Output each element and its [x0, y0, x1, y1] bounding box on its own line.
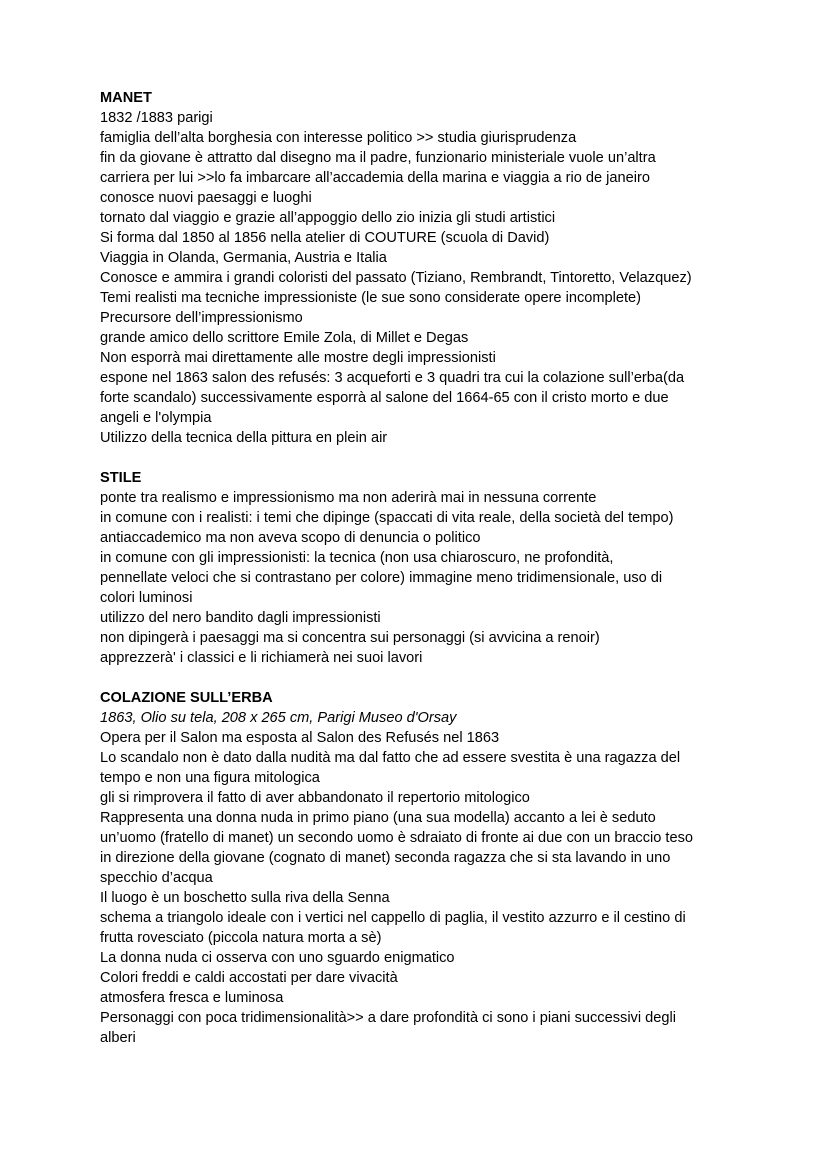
text-line: conosce nuovi paesaggi e luoghi — [100, 190, 312, 206]
text-line: antiaccademico ma non aveva scopo di denuncia o politico — [100, 530, 481, 546]
text-line: Opera per il Salon ma esposta al Salon des Refusés nel 1863 — [100, 730, 500, 746]
text-line: Si forma dal 1850 al 1856 nella atelier di COUTURE (scuola di David) — [100, 230, 550, 246]
section-colazione — [100, 688, 788, 1048]
text-line: tempo e non una figura mitologica — [100, 770, 320, 786]
text-line: non dipingerà i paesaggi ma si concentra sui personaggi (si avvicina a renoir) — [100, 630, 600, 646]
text-line: espone nel 1863 salon des refusés: 3 acqueforti e 3 quadri tra cui la colazione sull’erba(da — [100, 370, 685, 386]
section-heading: STILE — [100, 470, 142, 486]
text-line: atmosfera fresca e luminosa — [100, 990, 284, 1006]
text-line: in comune con gli impressionisti: la tecnica (non usa chiaroscuro, ne profondità, — [100, 550, 614, 566]
text-line: Rappresenta una donna nuda in primo piano (una sua modella) accanto a lei è seduto — [100, 810, 656, 826]
text-line: Personaggi con poca tridimensionalità>> a dare profondità ci sono i piani successivi degli — [100, 1010, 676, 1026]
text-line: Temi realisti ma tecniche impressioniste (le sue sono considerate opere incomplete) — [100, 290, 642, 306]
text-line: schema a triangolo ideale con i vertici nel cappello di paglia, il vestito azzurro e il cestino di — [100, 910, 686, 926]
text-line: famiglia dell’alta borghesia con interesse politico >> studia giurisprudenza — [100, 130, 577, 146]
text-line: Colori freddi e caldi accostati per dare vivacità — [100, 970, 398, 986]
section-heading: MANET — [100, 90, 152, 106]
artwork-details: 1863, Olio su tela, 208 x 265 cm, Parigi Museo d'Orsay — [100, 710, 457, 726]
text-line: 1832 /1883 parigi — [100, 110, 213, 126]
section-heading: COLAZIONE SULL’ERBA — [100, 690, 273, 706]
text-line: fin da giovane è attratto dal disegno ma il padre, funzionario ministeriale vuole un’altra — [100, 150, 656, 166]
text-line: forte scandalo) successivamente esporrà al salone del 1664-65 con il cristo morto e due — [100, 390, 669, 406]
section-stile — [100, 468, 788, 668]
text-line: Conosce e ammira i grandi coloristi del passato (Tiziano, Rembrandt, Tintoretto, Velazquez) — [100, 270, 692, 286]
text-line: specchio d’acqua — [100, 870, 213, 886]
text-line: utilizzo del nero bandito dagli impressionisti — [100, 610, 381, 626]
text-line: Non esporrà mai direttamente alle mostre degli impressionisti — [100, 350, 496, 366]
text-line: gli si rimprovera il fatto di aver abbandonato il repertorio mitologico — [100, 790, 530, 806]
text-line: apprezzerà' i classici e li richiamerà nei suoi lavori — [100, 650, 423, 666]
text-line: un’uomo (fratello di manet) un secondo uomo è sdraiato di fronte ai due con un braccio teso — [100, 830, 694, 846]
section-manet — [100, 88, 788, 448]
text-line: tornato dal viaggio e grazie all’appoggio dello zio inizia gli studi artistici — [100, 210, 556, 226]
text-line: Precursore dell’impressionismo — [100, 310, 303, 326]
text-line: carriera per lui >>lo fa imbarcare all’accademia della marina e viaggia a rio de janeiro — [100, 170, 650, 186]
text-line: in direzione della giovane (cognato di manet) seconda ragazza che si sta lavando in uno — [100, 850, 671, 866]
text-line: pennellate veloci che si contrastano per colore) immagine meno tridimensionale, uso di — [100, 570, 663, 586]
text-line: in comune con i realisti: i temi che dipinge (spaccati di vita reale, della società del tempo) — [100, 510, 674, 526]
text-line: angeli e l'olympia — [100, 410, 212, 426]
text-line: ponte tra realismo e impressionismo ma non aderirà mai in nessuna corrente — [100, 490, 597, 506]
text-line: Viaggia in Olanda, Germania, Austria e Italia — [100, 250, 387, 266]
text-line: Il luogo è un boschetto sulla riva della Senna — [100, 890, 390, 906]
text-line: alberi — [100, 1030, 136, 1046]
text-line: colori luminosi — [100, 590, 193, 606]
text-line: Utilizzo della tecnica della pittura en plein air — [100, 430, 388, 446]
text-line: Lo scandalo non è dato dalla nudità ma dal fatto che ad essere svestita è una ragazza del — [100, 750, 681, 766]
text-line: grande amico dello scrittore Emile Zola, di Millet e Degas — [100, 330, 469, 346]
text-line: frutta rovesciato (piccola natura morta a sè) — [100, 930, 382, 946]
text-line: La donna nuda ci osserva con uno sguardo enigmatico — [100, 950, 455, 966]
